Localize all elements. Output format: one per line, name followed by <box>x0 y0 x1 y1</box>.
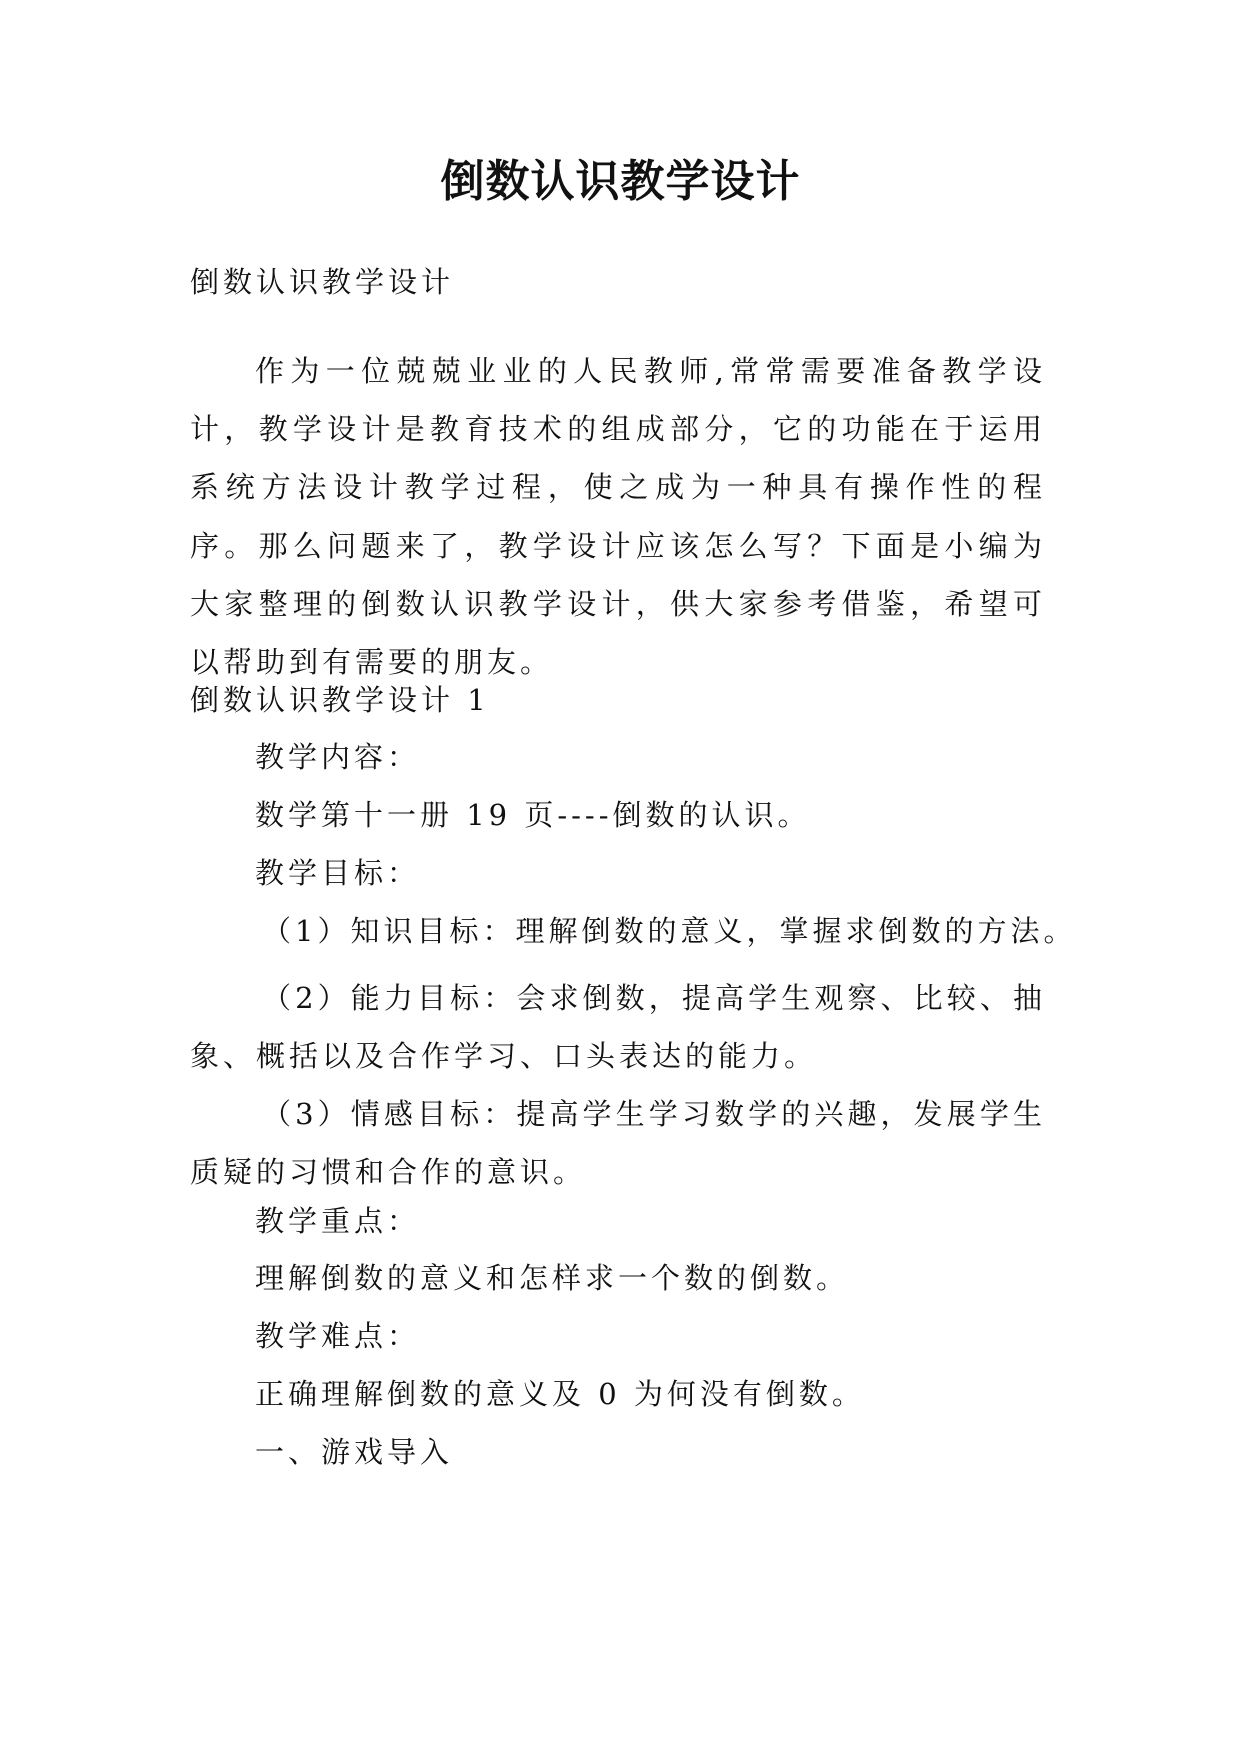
document-title: 倒数认识教学设计 <box>440 156 801 207</box>
document-subtitle: 倒数认识教学设计 <box>190 265 455 299</box>
key-label: 教学重点： <box>255 1204 421 1238</box>
content-text: 数学第十一册 19 页----倒数的认识。 <box>255 798 811 832</box>
intro-paragraph: 作为一位兢兢业业的人民教师,常常需要准备教学设计，教学设计是教育技术的组成部分，它的功能在于运用系统方法设计教学过程，使之成为一种具有操作性的程序。那么问题来了，教学设计应该怎么写？下面是小编为大家整理的倒数认识教学设计，供大家参考借鉴，希望可以帮助到有需要的朋友。 <box>190 354 1046 680</box>
goal-1: （1）知识目标：理解倒数的意义，掌握求倒数的方法。 <box>262 914 1077 948</box>
step-1-heading: 一、游戏导入 <box>255 1435 454 1469</box>
goal-2: （2）能力目标：会求倒数，提高学生观察、比较、抽象、概括以及合作学习、口头表达的能力。 <box>190 981 1046 1073</box>
difficulty-text: 正确理解倒数的意义及 0 为何没有倒数。 <box>255 1377 865 1411</box>
difficulty-label: 教学难点： <box>255 1319 421 1353</box>
content-label: 教学内容： <box>255 740 421 774</box>
goal-3: （3）情感目标：提高学生学习数学的兴趣，发展学生质疑的习惯和合作的意识。 <box>190 1097 1046 1189</box>
section-heading: 倒数认识教学设计 1 <box>190 683 490 717</box>
goals-label: 教学目标： <box>255 856 421 890</box>
key-text: 理解倒数的意义和怎样求一个数的倒数。 <box>255 1261 850 1295</box>
